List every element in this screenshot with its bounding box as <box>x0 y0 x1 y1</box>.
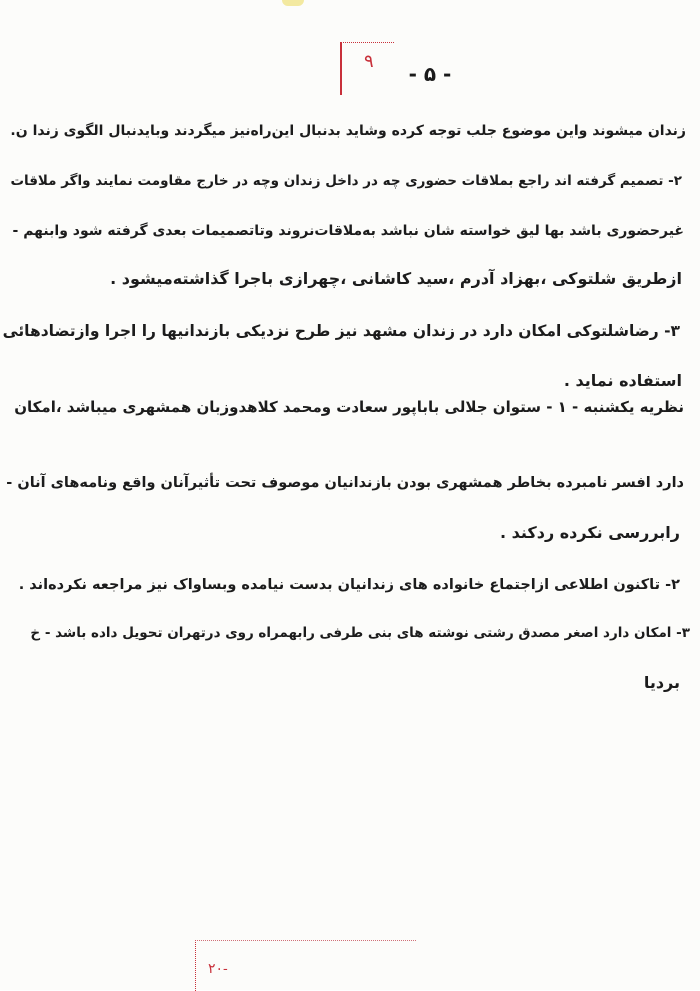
stamp-top <box>340 42 394 95</box>
stamp-top-number: ۹ <box>364 51 374 72</box>
body-line: نظریه یکشنبه - ۱ - ستوان جلالی باباپور سعادت ومحمد کلاهدوزبان همشهری میباشد ،امکان <box>14 398 684 416</box>
body-line: ۳- رضاشلتوکی امکان دارد در زندان مشهد نیز طرح نزدیکی بازندانیها را اجرا وازتضادهائی <box>2 322 680 340</box>
body-line: ۲- تاکنون اطلاعی ازاجتماع خانواده های زندانیان بدست نیامده وبساواک نیز مراجعه نکرده‌اند . <box>18 577 680 593</box>
body-line: ۲- تصمیم گرفته اند راجع بملاقات حضوری چه در داخل زندان وچه در خارج مقاومت نمایند واگر ملاقات <box>10 173 682 189</box>
body-line: زندان میشوند واین موضوع جلب توجه کرده وشاید بدنبال این‌راه‌نیز میگردند وبایدنبال الگوی زندا ن. <box>10 123 686 139</box>
body-line: دارد افسر نامبرده بخاطر همشهری بودن بازندانیان موصوف تحت تأثیرآنان واقع ونامه‌های آنان - <box>6 475 684 491</box>
body-line: استفاده نماید . <box>563 371 682 390</box>
page-number: - ۵ - <box>408 62 452 86</box>
paper-smudge <box>282 0 304 6</box>
body-line: رابررسی نکرده ردکند . <box>500 523 680 542</box>
body-line: غیرحضوری باشد بها لیق خواسته شان نباشد به‌ملاقات‌نروند وتاتصمیمات بعدی گرفته شود وابنهم - <box>12 223 684 239</box>
stamp-bottom <box>195 940 416 991</box>
body-line: ازطریق شلتوکی ،بهزاد آدرم ،سید کاشانی ،چهرازی باجرا گذاشته‌میشود . <box>110 269 682 288</box>
body-line: ۳- امکان دارد اصغر مصدق رشتی نوشته های بنی طرفی رابهمراه روی درتهران تحویل داده باشد - خ <box>30 625 690 641</box>
stamp-bottom-number: ۲۰- <box>208 961 228 977</box>
body-line: بردیا <box>643 673 680 692</box>
